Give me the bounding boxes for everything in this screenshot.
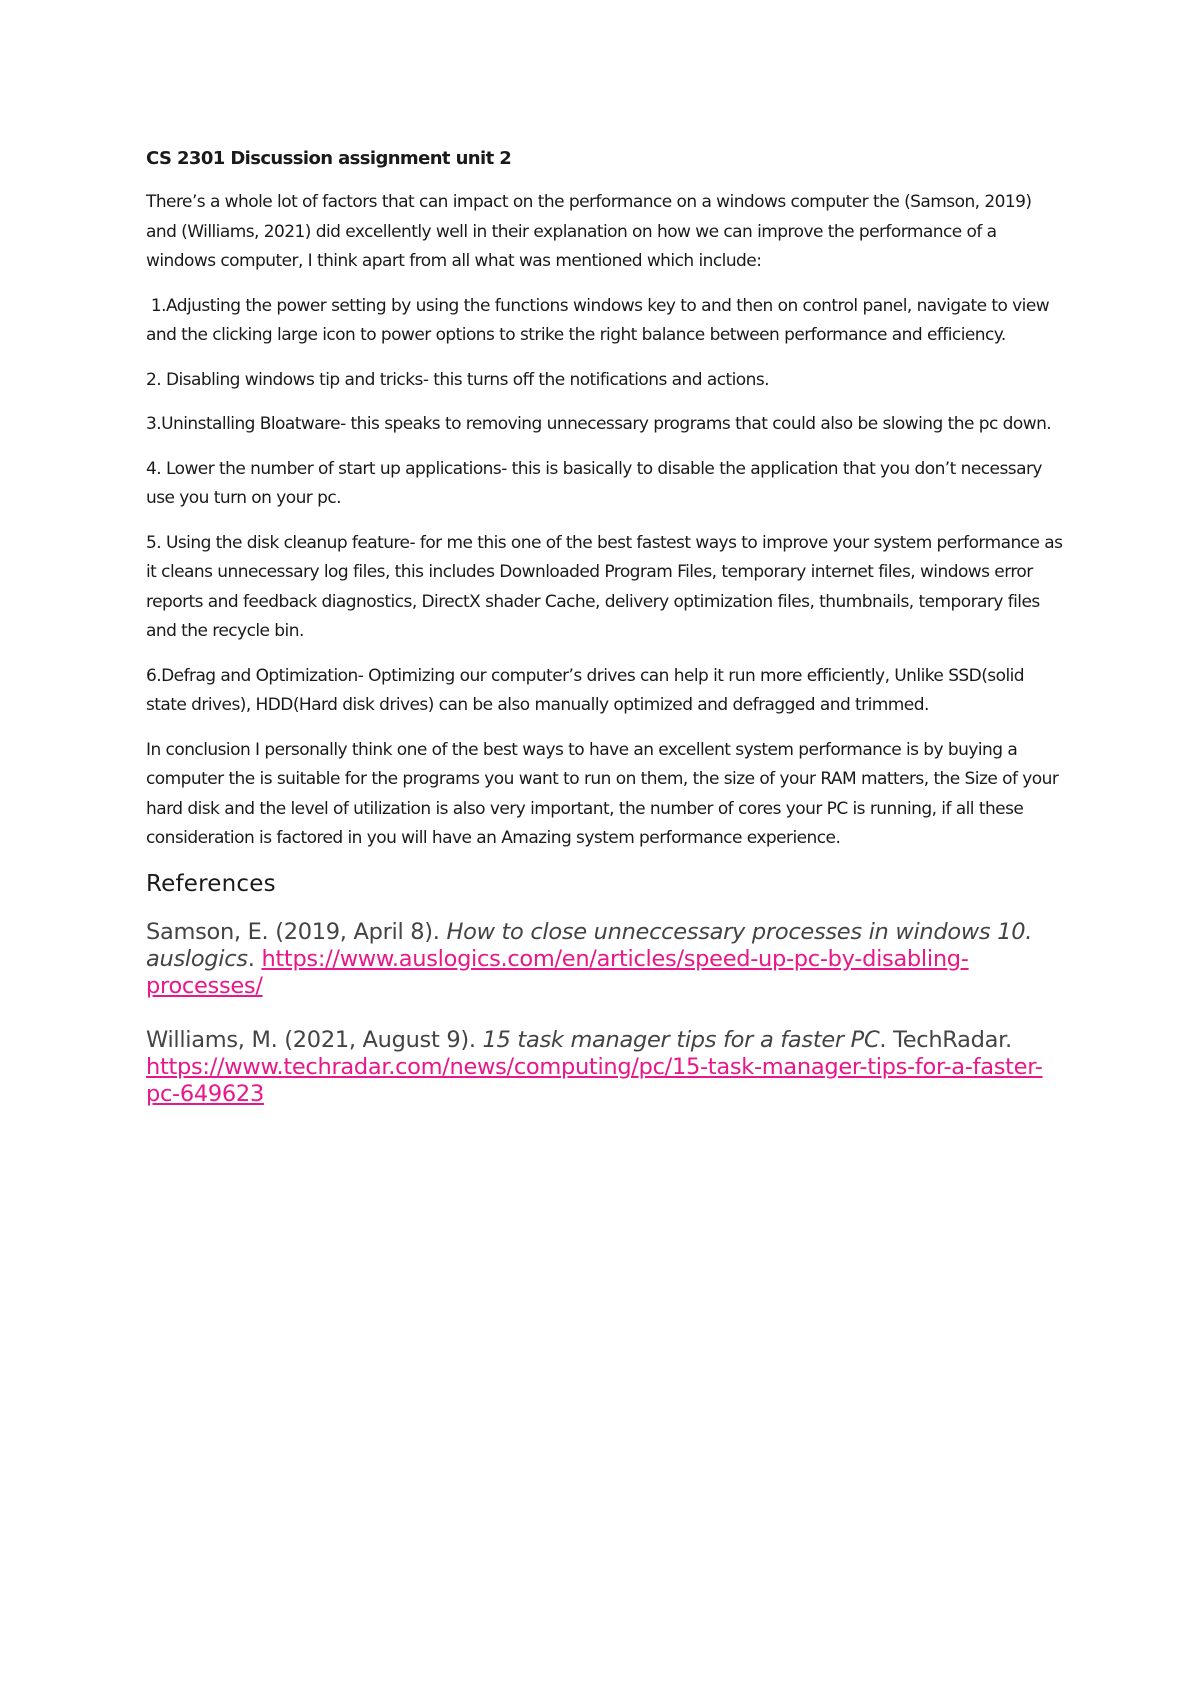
reference-item bbox=[146, 919, 1066, 1000]
paragraph-intro: There’s a whole lot of factors that can impact on the performance on a windows computer the (Samson, 2019) and (Williams, 2021) did excellently well in their explanation on how we can improve the performance of a windows computer, I think apart from all what was mentioned which include: bbox=[146, 192, 1032, 271]
document-page bbox=[146, 146, 1066, 1135]
reference-title: 15 task manager tips for a faster PC bbox=[482, 1026, 880, 1053]
document-title: CS 2301 Discussion assignment unit 2 bbox=[146, 148, 512, 169]
reference-title: How to close unneccessary processes in windows 10. auslogics bbox=[146, 918, 1033, 972]
reference-item bbox=[146, 1027, 1066, 1108]
references-heading: References bbox=[146, 870, 276, 897]
reference-author-date: Samson, E. (2019, April 8). bbox=[146, 918, 447, 945]
reference-link[interactable]: https://www.techradar.com/news/computing/pc/15-task-manager-tips-for-a-faster-pc-649623 bbox=[146, 1053, 1043, 1107]
reference-author-date: Williams, M. (2021, August 9). bbox=[146, 1026, 483, 1053]
paragraph-item-3: 3.Uninstalling Bloatware- this speaks to removing unnecessary programs that could also be slowing the pc down. bbox=[146, 414, 1052, 434]
reference-separator: . bbox=[247, 945, 262, 972]
paragraph-conclusion: In conclusion I personally think one of the best ways to have an excellent system performance is by buying a computer the is suitable for the programs you want to run on them, the size of your RAM matters, the Size of your hard disk and the level of utilization is also very important, the number of cores your PC is running, if all these consideration is factored in you will have an Amazing system performance experience. bbox=[146, 739, 1059, 848]
paragraph-item-6: 6.Defrag and Optimization- Optimizing our computer’s drives can help it run more efficiently, Unlike SSD(solid state drives), HDD(Hard disk drives) can be also manually optimized and defragged and trimmed. bbox=[146, 665, 1025, 715]
reference-link[interactable]: https://www.auslogics.com/en/articles/speed-up-pc-by-disabling-processes/ bbox=[146, 945, 969, 999]
paragraph-item-4: 4. Lower the number of start up applications- this is basically to disable the application that you don’t necessary use you turn on your pc. bbox=[146, 458, 1042, 508]
reference-separator: . TechRadar. bbox=[879, 1026, 1026, 1053]
paragraph-item-2: 2. Disabling windows tip and tricks- this turns off the notifications and actions. bbox=[146, 369, 770, 390]
paragraph-item-1: 1.Adjusting the power setting by using the functions windows key to and then on control panel, navigate to view and the clicking large icon to power options to strike the right balance between performance and efficiency. bbox=[146, 295, 1054, 345]
paragraph-item-5: 5. Using the disk cleanup feature- for me this one of the best fastest ways to improve your system performance as it cleans unnecessary log files, this includes Downloaded Program Files, temporary internet files, windows error reports and feedback diagnostics, DirectX shader Cache, delivery optimization files, thumbnails, temporary files and the recycle bin. bbox=[146, 532, 1063, 641]
